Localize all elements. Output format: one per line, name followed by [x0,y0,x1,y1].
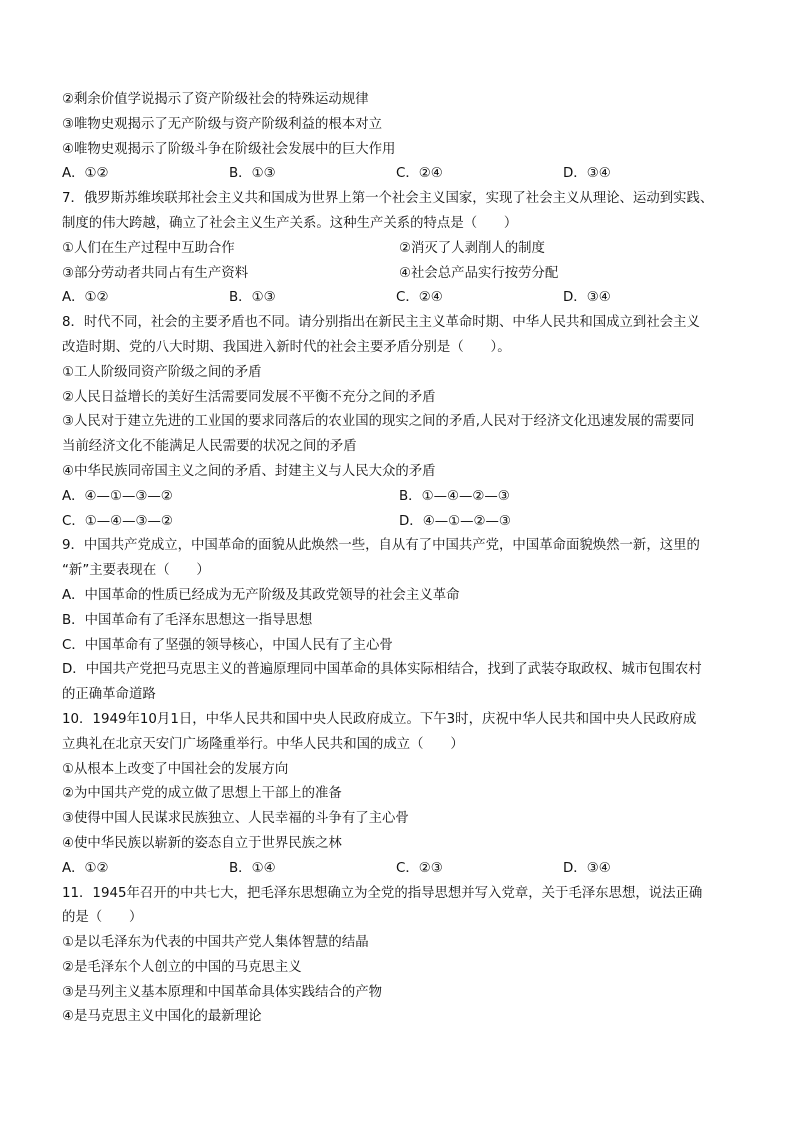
q6-option-c[interactable]: C．②④ [396,166,443,182]
q10-option-d[interactable]: D．③④ [563,860,611,876]
q8-options-row-2 [62,510,742,535]
q7-item-4: ④社会总产品实行按劳分配 [399,265,559,281]
q10-item-2: ②为中国共产党的成立做了思想上干部上的准备 [62,786,342,802]
q8-item-1: ①工人阶级同资产阶级之间的矛盾 [62,364,262,380]
q7-option-b[interactable]: B．①③ [229,290,276,306]
q9-option-b[interactable]: B．中国革命有了毛泽东思想这一指导思想 [62,612,313,628]
q11-item-2: ②是毛泽东个人创立的中国的马克思主义 [62,959,302,975]
q8-item-3-line-1: ③人民对于建立先进的工业国的要求同落后的农业国的现实之间的矛盾,人民对于经济文化迅速发展的需要同 [62,414,695,430]
q8-option-d[interactable]: D．④—①—②—③ [399,513,511,529]
q10-options [62,857,742,882]
q8-item-3-line-2: 当前经济文化不能满足人民需要的状况之间的矛盾 [62,439,357,455]
q9-option-a[interactable]: A．中国革命的性质已经成为无产阶级及其政党领导的社会主义革命 [62,587,460,603]
q7-option-c[interactable]: C．②④ [396,290,443,306]
q7-options [62,286,742,311]
q11-item-1: ①是以毛泽东为代表的中国共产党人集体智慧的结晶 [62,935,369,951]
page-content [62,88,742,1030]
q8-option-c[interactable]: C．①—④—③—② [62,513,173,529]
q8-option-b[interactable]: B．①—④—②—③ [399,488,510,504]
q11-stem-line-1: 11．1945年召开的中共七大，把毛泽东思想确立为全党的指导思想并写入党章，关于毛泽东思想，说法正确 [62,885,703,901]
q7-items-row-2 [62,262,742,287]
q6-item-3: ③唯物史观揭示了无产阶级与资产阶级利益的根本对立 [62,116,382,132]
q8-item-4: ④中华民族同帝国主义之间的矛盾、封建主义与人民大众的矛盾 [62,463,436,479]
q10-item-3: ③使得中国人民谋求民族独立、人民幸福的斗争有了主心骨 [62,811,409,827]
q9-stem-line-1: 9．中国共产党成立，中国革命的面貌从此焕然一些，自从有了中国共产党，中国革命面貌焕然一新，这里的 [62,538,700,554]
q10-stem-line-2: 立典礼在北京天安门广场隆重举行。中华人民共和国的成立（ ） [62,736,464,752]
q10-stem-line-1: 10．1949年10月1日，中华人民共和国中央人民政府成立。下午3时，庆祝中华人民共和国中央人民政府成 [62,711,697,727]
q8-option-a[interactable]: A．④—①—③—② [62,488,173,504]
q10-option-a[interactable]: A．①② [62,860,109,876]
q7-item-1: ①人们在生产过程中互助合作 [62,240,235,256]
q8-options-row-1 [62,485,742,510]
q7-stem-line-1: 7．俄罗斯苏维埃联邦社会主义共和国成为世界上第一个社会主义国家，实现了社会主义从理论、运动到实践、 [62,191,714,207]
q10-option-b[interactable]: B．①④ [229,860,276,876]
q7-items-row-1 [62,237,742,262]
q9-option-d-line-1[interactable]: D．中国共产党把马克思主义的普遍原理同中国革命的具体实际相结合，找到了武装夺取政权、城市包围农村 [62,662,702,678]
q9-option-d-line-2[interactable]: 的正确革命道路 [62,687,156,703]
q7-option-a[interactable]: A．①② [62,290,109,306]
q7-item-3: ③部分劳动者共同占有生产资料 [62,265,249,281]
q9-stem-line-2: “新”主要表现在（ ） [62,563,210,579]
q11-item-3: ③是马列主义基本原理和中国革命具体实践结合的产物 [62,984,382,1000]
q6-option-b[interactable]: B．①③ [229,166,276,182]
q7-stem-line-2: 制度的伟大跨越，确立了社会主义生产关系。这种生产关系的特点是（ ） [62,215,518,231]
q11-item-4: ④是马克思主义中国化的最新理论 [62,1009,262,1025]
q8-stem-line-1: 8．时代不同，社会的主要矛盾也不同。请分别指出在新民主主义革命时期、中华人民共和国成立到社会主义 [62,315,700,331]
q10-option-c[interactable]: C．②③ [396,860,443,876]
q7-item-2: ②消灭了人剥削人的制度 [399,240,545,256]
q7-option-d[interactable]: D．③④ [563,290,611,306]
q6-item-2: ②剩余价值学说揭示了资产阶级社会的特殊运动规律 [62,92,369,107]
q8-stem-line-2: 改造时期、党的八大时期、我国进入新时代的社会主要矛盾分别是（ ）。 [62,339,511,355]
q6-option-a[interactable]: A．①② [62,166,109,182]
q9-option-c[interactable]: C．中国革命有了坚强的领导核心，中国人民有了主心骨 [62,637,393,653]
q10-item-4: ④使中华民族以崭新的姿态自立于世界民族之林 [62,835,342,851]
q10-item-1: ①从根本上改变了中国社会的发展方向 [62,761,289,777]
q6-option-d[interactable]: D．③④ [563,166,611,182]
q11-stem-line-2: 的是（ ） [62,910,143,926]
q6-options [62,162,742,187]
q8-item-2: ②人民日益增长的美好生活需要同发展不平衡不充分之间的矛盾 [62,389,436,405]
q6-item-4: ④唯物史观揭示了阶级斗争在阶级社会发展中的巨大作用 [62,141,396,157]
